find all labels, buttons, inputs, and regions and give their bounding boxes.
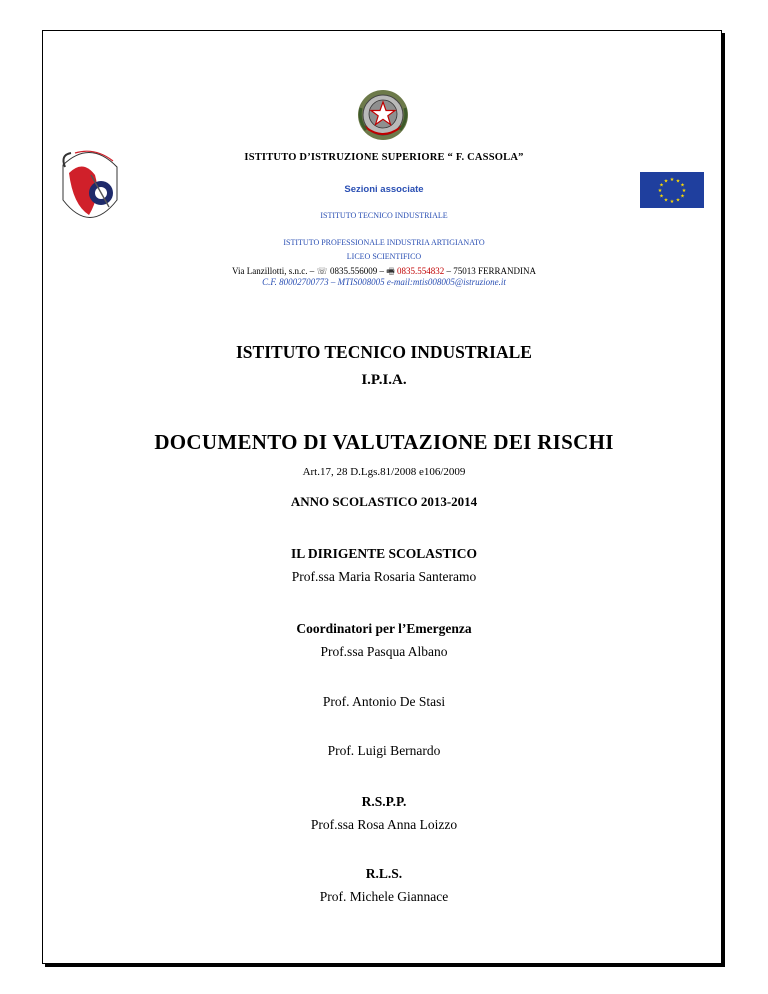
legal-reference: Art.17, 28 D.Lgs.81/2008 e106/2009 [302,466,466,478]
svg-text:★: ★ [663,197,669,204]
coordinators-label: Coordinatori per l’Emergenza [296,621,472,636]
coordinator-3: Prof. Luigi Bernardo [327,743,441,758]
section-liceo: LICEO SCIENTIFICO [346,252,422,261]
rspp-label: R.S.P.P. [361,794,407,809]
italian-republic-emblem [356,88,410,142]
fiscal-code-line: C.F. 80002700773 – MTIS008005 e-mail:mtis008005@istruzione.it [262,277,506,287]
sections-label: Sezioni associate [344,184,424,195]
title-ipia: I.P.I.A. [361,372,407,388]
svg-text:★: ★ [675,197,681,204]
phone-icon: ☏ [316,267,328,277]
svg-text:★: ★ [681,188,687,194]
school-year: ANNO SCOLASTICO 2013-2014 [290,494,478,509]
rspp-name: Prof.ssa Rosa Anna Loizzo [310,817,458,832]
fax-icon: 🖷 [386,267,395,277]
svg-text:★: ★ [659,193,664,200]
svg-text:★: ★ [669,199,675,205]
phone-number: 0835.556009 – [329,266,384,276]
coordinator-2: Prof. Antonio De Stasi [322,694,446,709]
principal-name: Prof.ssa Maria Rosaria Santeramo [291,569,477,584]
svg-text:★: ★ [680,193,685,200]
svg-text:★: ★ [657,188,663,194]
svg-text:★: ★ [675,178,681,185]
svg-text:★: ★ [680,182,685,189]
coordinator-1: Prof.ssa Pasqua Albano [320,644,448,659]
address: Via Lanzillotti, s.n.c. – [232,266,315,276]
section-ipia: ISTITUTO PROFESSIONALE INDUSTRIA ARTIGIANATO [283,238,485,247]
svg-text:★: ★ [659,182,664,189]
title-iti: ISTITUTO TECNICO INDUSTRIALE [236,342,532,362]
fax-number: 0835.554832 [396,266,445,276]
svg-text:★: ★ [669,177,675,183]
city: – 75013 FERRANDINA [446,266,536,276]
rls-label: R.L.S. [365,866,403,881]
rls-name: Prof. Michele Giannace [319,889,449,904]
section-iti: ISTITUTO TECNICO INDUSTRIALE [320,211,448,220]
institute-name: ISTITUTO D’ISTRUZIONE SUPERIORE “ F. CASSOLA” [244,152,524,163]
document-title: DOCUMENTO DI VALUTAZIONE DEI RISCHI [154,430,614,454]
principal-label: IL DIRIGENTE SCOLASTICO [290,546,478,561]
svg-text:★: ★ [663,178,669,185]
